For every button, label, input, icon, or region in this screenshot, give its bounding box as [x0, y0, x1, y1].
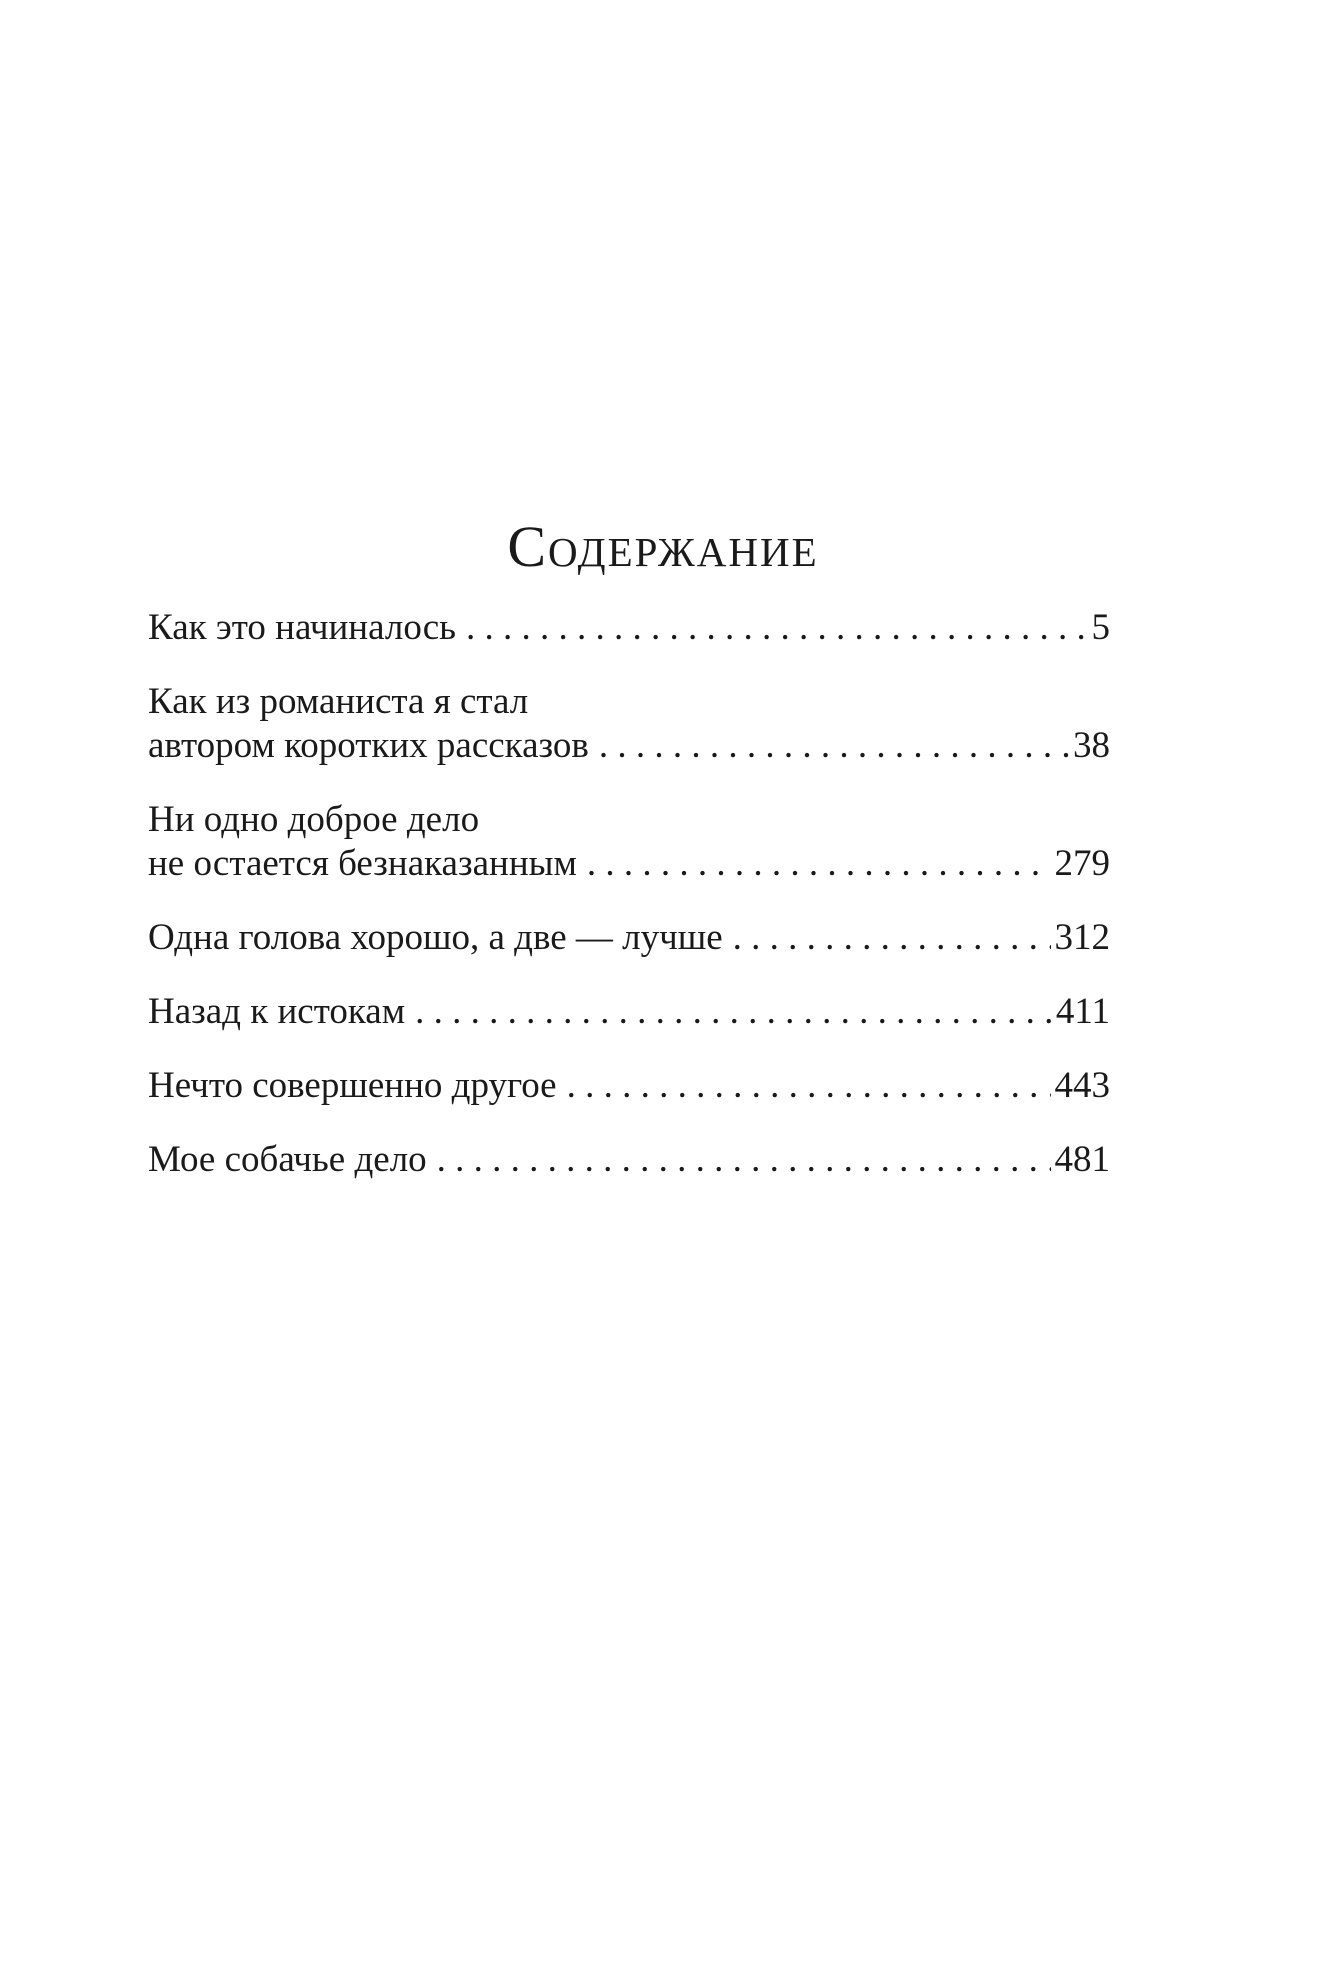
toc-page-number: 279: [1054, 843, 1110, 884]
toc-title: Содержание: [507, 514, 819, 579]
table-of-contents: [148, 606, 1110, 1212]
toc-entry[interactable]: [148, 1138, 1110, 1182]
toc-entry[interactable]: [148, 1064, 1110, 1108]
toc-entry-line: [148, 1138, 1110, 1182]
dot-leader: [466, 606, 1087, 650]
dot-leader: [415, 990, 1052, 1034]
toc-entry-title: Как из романиста я стал: [148, 681, 529, 722]
toc-page-number: 443: [1054, 1065, 1110, 1106]
toc-page-number: 481: [1054, 1139, 1110, 1180]
toc-entry-line: [148, 724, 1110, 768]
toc-entry-title: Как это начиналось: [148, 607, 457, 648]
toc-entry[interactable]: [148, 798, 1110, 886]
toc-entry-title: Ни одно доброе дело: [148, 799, 480, 840]
toc-entry-line: [148, 990, 1110, 1034]
toc-entry[interactable]: [148, 990, 1110, 1034]
toc-entry-line: [148, 842, 1110, 886]
dot-leader: [587, 842, 1051, 886]
dot-leader: [733, 916, 1051, 960]
toc-entry-line: [148, 606, 1110, 650]
toc-entry-title-continued: не остается безнаказанным: [148, 843, 577, 884]
toc-entry-title: Одна голова хорошо, а две — лучше: [148, 917, 723, 958]
toc-entry-title: Нечто совершенно другое: [148, 1065, 557, 1106]
dot-leader: [437, 1138, 1051, 1182]
toc-entry[interactable]: [148, 606, 1110, 650]
toc-entry-title: Мое собачье дело: [148, 1139, 427, 1180]
dot-leader: [599, 724, 1069, 768]
toc-page-number: 312: [1054, 917, 1110, 958]
toc-entry[interactable]: [148, 916, 1110, 960]
toc-entry-line: [148, 1064, 1110, 1108]
dot-leader: [567, 1064, 1051, 1108]
toc-page-number: 5: [1091, 607, 1110, 648]
toc-entry[interactable]: [148, 680, 1110, 768]
toc-page-number: 38: [1073, 725, 1110, 766]
toc-entry-title-continued: автором коротких рассказов: [148, 725, 589, 766]
toc-entry-title: Назад к истокам: [148, 991, 406, 1032]
toc-page-number: 411: [1055, 991, 1110, 1032]
toc-entry-line: [148, 916, 1110, 960]
